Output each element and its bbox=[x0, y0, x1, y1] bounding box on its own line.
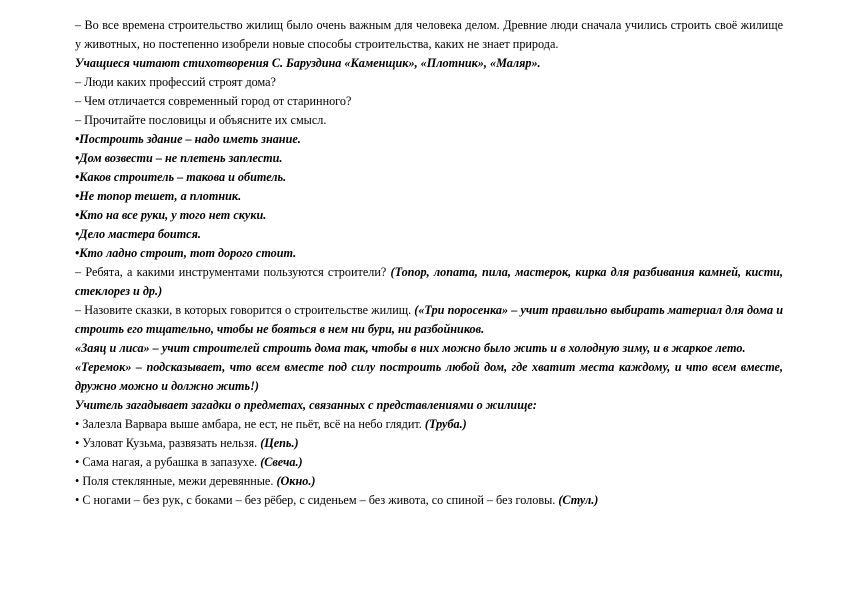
text-paragraph bbox=[75, 16, 783, 54]
body-text: • С ногами – без рук, с боками – без рёбер, с сиденьем – без живота, со спиной – без головы. bbox=[75, 493, 559, 507]
emphasized-text: («Три поросенка» – учит правильно выбирать материал для дома и строить его тщательно, чтобы не бояться в нем ни бури, ни разбойников. bbox=[75, 303, 783, 336]
text-paragraph bbox=[75, 434, 783, 453]
text-paragraph bbox=[75, 396, 783, 415]
emphasized-text: (Окно.) bbox=[276, 474, 316, 488]
text-paragraph bbox=[75, 130, 783, 149]
emphasized-text: •Дело мастера боится. bbox=[75, 227, 201, 241]
body-text: • Узловат Кузьма, развязать нельзя. bbox=[75, 436, 261, 450]
body-text: – Назовите сказки, в которых говорится о строительстве жилищ. bbox=[75, 303, 415, 317]
text-paragraph bbox=[75, 453, 783, 472]
emphasized-text: (Труба.) bbox=[424, 417, 467, 431]
body-text: – Чем отличается современный город от старинного? bbox=[75, 94, 352, 108]
emphasized-text: (Топор, лопата, пила, мастерок, кирка для разбивания камней, кисти, стеклорез и др.) bbox=[75, 265, 783, 298]
emphasized-text: •Кто ладно строит, тот дорого стоит. bbox=[75, 246, 297, 260]
body-text: – Люди каких профессий строят дома? bbox=[75, 75, 276, 89]
text-paragraph bbox=[75, 244, 783, 263]
text-paragraph bbox=[75, 111, 783, 130]
text-paragraph bbox=[75, 339, 783, 358]
emphasized-text: •Не топор тешет, а плотник. bbox=[75, 189, 242, 203]
body-text: – Прочитайте пословицы и объясните их смысл. bbox=[75, 113, 327, 127]
emphasized-text: (Свеча.) bbox=[260, 455, 303, 469]
emphasized-text: (Цепь.) bbox=[260, 436, 299, 450]
text-paragraph bbox=[75, 54, 783, 73]
text-paragraph bbox=[75, 73, 783, 92]
text-paragraph bbox=[75, 225, 783, 244]
body-text: • Залезла Варвара выше амбара, не ест, не пьёт, всё на небо глядит. bbox=[75, 417, 425, 431]
body-text: • Поля стеклянные, межи деревянные. bbox=[75, 474, 277, 488]
document-page bbox=[75, 16, 783, 510]
body-text: – Ребята, а какими инструментами пользуются строители? bbox=[75, 265, 391, 279]
emphasized-text: (Стул.) bbox=[558, 493, 599, 507]
text-paragraph bbox=[75, 168, 783, 187]
emphasized-text: •Кто на все руки, у того нет скуки. bbox=[75, 208, 267, 222]
text-paragraph bbox=[75, 491, 783, 510]
body-text: • Сама нагая, а рубашка в запазухе. bbox=[75, 455, 261, 469]
text-paragraph bbox=[75, 472, 783, 491]
body-text: – Во все времена строительство жилищ было очень важным для человека делом. Древние люди сначала учились строить своё жилище у животных, но постепенно изобрели новые способы строительства, каких не знает природа. bbox=[75, 18, 783, 51]
emphasized-text: «Теремок» – подсказывает, что всем вместе под силу построить любой дом, где хватит места каждому, и что всем вместе, дружно можно и должно жить!) bbox=[75, 360, 783, 393]
emphasized-text: •Каков строитель – такова и обитель. bbox=[75, 170, 287, 184]
emphasized-text: •Построить здание – надо иметь знание. bbox=[75, 132, 301, 146]
text-paragraph bbox=[75, 92, 783, 111]
text-paragraph bbox=[75, 358, 783, 396]
text-paragraph bbox=[75, 149, 783, 168]
emphasized-text: Учитель загадывает загадки о предметах, связанных с представлениями о жилище: bbox=[75, 398, 537, 412]
emphasized-text: •Дом возвести – не плетень заплести. bbox=[75, 151, 283, 165]
text-paragraph bbox=[75, 263, 783, 301]
emphasized-text: Учащиеся читают стихотворения С. Баруздина «Каменщик», «Плотник», «Маляр». bbox=[75, 56, 541, 70]
text-paragraph bbox=[75, 415, 783, 434]
text-paragraph bbox=[75, 301, 783, 339]
text-paragraph bbox=[75, 206, 783, 225]
emphasized-text: «Заяц и лиса» – учит строителей строить дома так, чтобы в них можно было жить и в холодную зиму, и в жаркое лето. bbox=[75, 341, 746, 355]
text-paragraph bbox=[75, 187, 783, 206]
